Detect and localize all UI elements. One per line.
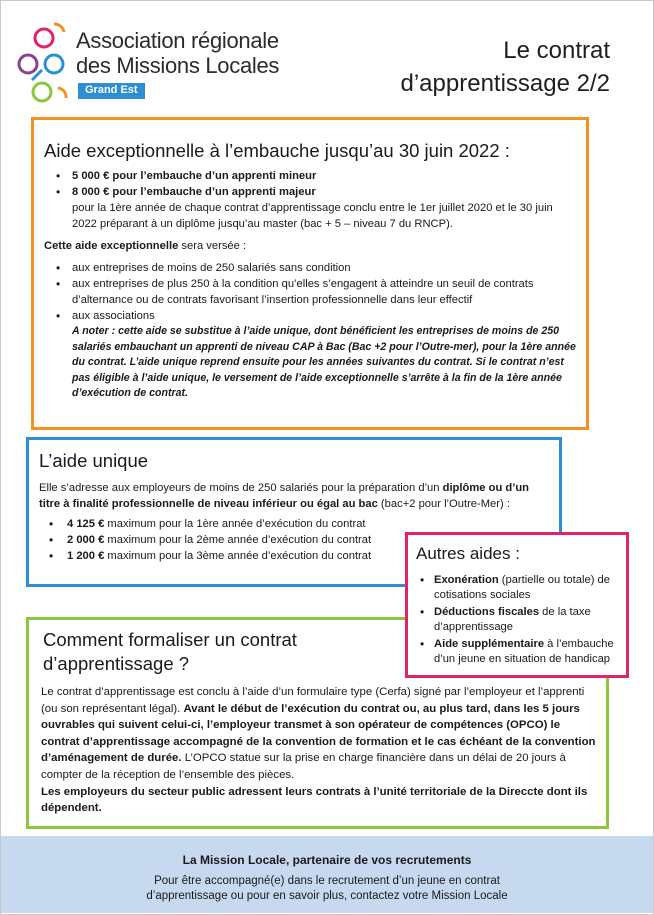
list-item: • aux entreprises de moins de 250 salariés sans condition bbox=[44, 260, 576, 276]
title-line-2-text: d’apprentissage bbox=[400, 70, 577, 97]
footer-banner bbox=[1, 836, 653, 913]
amount-desc: maximum pour la 2ème année d’exécution du contrat bbox=[104, 534, 372, 546]
list-item bbox=[44, 184, 576, 200]
title-line-1: Le contrat bbox=[503, 37, 610, 64]
document-title bbox=[401, 34, 611, 100]
aide-label: Aide supplémentaire bbox=[434, 638, 545, 650]
list-item bbox=[416, 637, 618, 667]
aide-unique-title: L’aide unique bbox=[39, 450, 149, 471]
amount-desc: maximum pour la 3ème année d’exécution du contrat bbox=[104, 550, 372, 562]
formaliser-title-line-1: Comment formaliser un contrat bbox=[43, 629, 297, 650]
amount-desc: maximum pour la 1ère année d’exécution du contrat bbox=[104, 518, 366, 530]
autres-aides-title: Autres aides : bbox=[416, 544, 520, 563]
para-bold: Avant le début de l’exécution du contrat ou, au plus tard, dans les 5 jours ouvrables qui suivent celui-ci, l’employeur transmet à son opérateur de compétences (OPCO) le contrat d’apprentissage accompagné de la convention de formation et le cas échéant de la convention d’aménagement de durée. bbox=[41, 702, 596, 765]
autres-aides-box bbox=[405, 532, 629, 678]
aide-desc: (partielle ou totale) de cotisations sociales bbox=[434, 574, 610, 601]
intro-text: Elle s’adresse aux employeurs de moins de 250 salariés pour la préparation d’un bbox=[39, 482, 443, 494]
amount-minor: 5 000 € pour l’embauche d’un apprenti mineur bbox=[72, 170, 317, 182]
para-rest: L’OPCO statue sur la prise en charge financière dans un délai de 20 jours à compter de la réception de l’ensemble des pièces. bbox=[41, 752, 566, 781]
a-noter-note: A noter : cette aide se substitue à l’aide unique, dont bénéficient les entreprises de moins de 250 salariés embauchant un apprenti de niveau CAP à Bac (Bac +2 pour l’Outre-mer), pour la 1ère année du contrat. L’aide unique reprend ensuite pour les années suivantes du contrat. Si le contrat n’est pas éligible à l’aide unique, le versement de l’aide exceptionnelle s’arrête à la fin de la 1ère année d’exécution de contrat. bbox=[72, 325, 576, 399]
region-badge: Grand Est bbox=[78, 83, 145, 99]
list-item bbox=[39, 516, 549, 532]
intro-bold: diplôme ou d’un titre à finalité professionnelle de niveau inférieur ou égal au bac bbox=[39, 482, 529, 510]
list-item bbox=[44, 168, 576, 184]
footer-contact bbox=[1, 874, 653, 904]
public-sector-note: Les employeurs du secteur public adressent leurs contrats à l’unité territoriale de la Direccte dont ils dépendent. bbox=[41, 785, 588, 815]
list-item bbox=[416, 605, 618, 635]
amount: 4 125 € bbox=[67, 518, 105, 530]
formaliser-title-line-2: d’apprentissage ? bbox=[43, 653, 190, 674]
amount: 2 000 € bbox=[67, 534, 105, 546]
missions-locales-logo-icon bbox=[14, 18, 74, 108]
beneficiaries-list bbox=[44, 260, 576, 324]
formaliser-paragraph bbox=[41, 684, 596, 817]
footer-line-1: Pour être accompagné(e) dans le recrutement d’un jeune en contrat bbox=[154, 875, 500, 887]
intro-rest: (bac+2 pour l’Outre-Mer) : bbox=[377, 498, 510, 510]
aide-desc: de la taxe d’apprentissage bbox=[434, 606, 591, 633]
logo-line-2: des Missions Locales bbox=[76, 53, 280, 78]
versee-rest: sera versée : bbox=[178, 240, 247, 252]
page-indicator: 2/2 bbox=[576, 70, 610, 97]
footer-line-2: d’apprentissage ou pour en savoir plus, contactez votre Mission Locale bbox=[146, 890, 508, 902]
aide-label: Déductions fiscales bbox=[434, 606, 540, 618]
eligibility-note: pour la 1ère année de chaque contrat d’apprentissage conclu entre le 1er juillet 2020 et le 30 juin 2022 préparant à un diplôme jusqu’au master (bac + 5 – niveau 7 du RNCP). bbox=[72, 202, 553, 230]
aide-desc: à l’embauche d’un jeune en situation de handicap bbox=[434, 638, 614, 665]
footer-headline: La Mission Locale, partenaire de vos recrutements bbox=[182, 853, 472, 867]
amount-major: 8 000 € pour l’embauche d’un apprenti majeur bbox=[72, 186, 316, 198]
versee-bold: Cette aide exceptionnelle bbox=[44, 240, 179, 252]
list-item: • aux associations bbox=[44, 308, 576, 324]
aide-exceptionnelle-title: Aide exceptionnelle à l’embauche jusqu’au 30 juin 2022 : bbox=[44, 140, 510, 161]
list-item: • aux entreprises de plus 250 à la condition qu’elles s’engagent à atteindre un seuil de contrats d’alternance ou de contrats favorisant l’insertion professionnelle dans leur effectif bbox=[44, 276, 576, 308]
title-line-2 bbox=[401, 67, 611, 100]
logo-line-1: Association régionale bbox=[76, 28, 279, 53]
amount: 1 200 € bbox=[67, 550, 105, 562]
autres-aides-list bbox=[416, 573, 618, 667]
aide-exceptionnelle-box bbox=[31, 117, 589, 430]
association-name bbox=[76, 28, 279, 78]
aide-label: Exonération bbox=[434, 574, 499, 586]
para-text: Le contrat d’apprentissage est conclu à l’aide d’un formulaire type (Cerfa) signé par l’employeur et l’apprenti (ou son représentant légal). bbox=[41, 686, 585, 715]
versee-intro bbox=[44, 238, 576, 254]
list-item bbox=[416, 573, 618, 603]
aide-unique-intro bbox=[39, 480, 549, 512]
amount-list bbox=[44, 168, 576, 200]
